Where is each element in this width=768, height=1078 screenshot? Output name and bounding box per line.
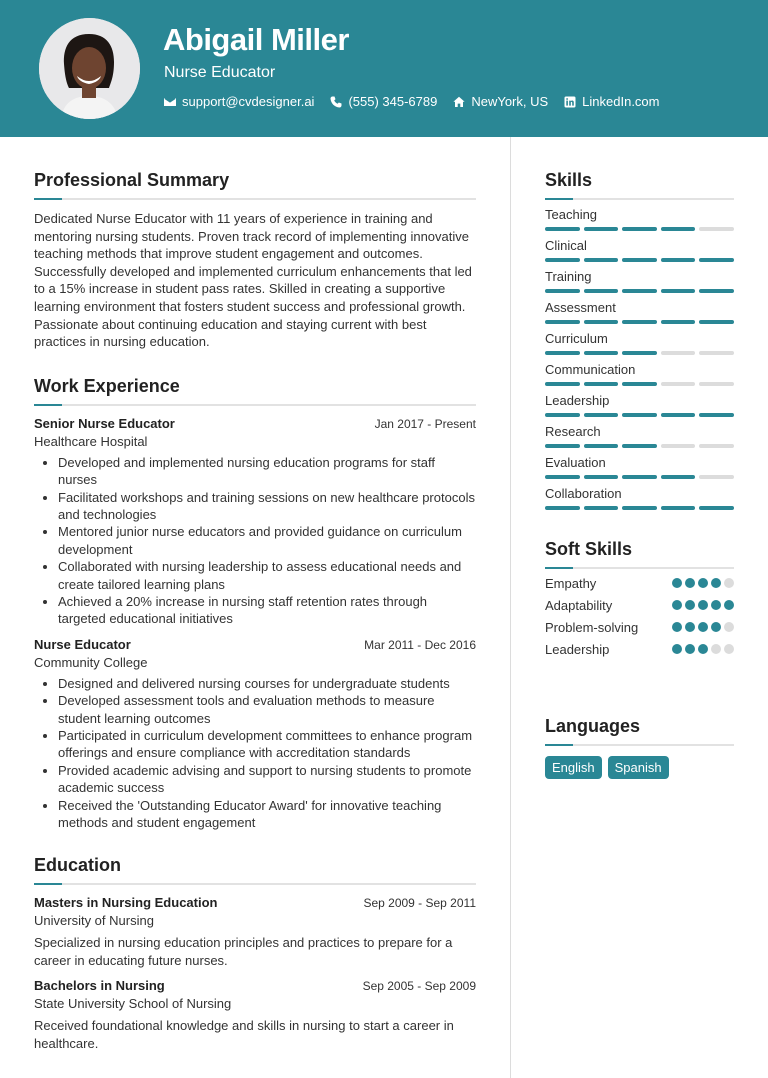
skill-level-segment [622, 320, 657, 324]
section-rule [34, 198, 476, 200]
section-rule [545, 198, 734, 200]
skill-level-segment [584, 382, 619, 386]
languages-section [545, 716, 734, 779]
phone-icon [330, 96, 342, 108]
skill-level-segment [584, 227, 619, 231]
contact-email-text: support@cvdesigner.ai [182, 94, 315, 109]
skill-level-segment [545, 444, 580, 448]
skill-level-segment [584, 475, 619, 479]
skill-level-segment [584, 289, 619, 293]
skill-level-segment [699, 382, 734, 386]
job-organization: Healthcare Hospital [34, 433, 148, 449]
section-rule [34, 404, 476, 406]
rating-dot [724, 622, 734, 632]
skill-level-segment [545, 227, 580, 231]
skills-section [545, 170, 734, 510]
education-entry [34, 978, 476, 1052]
skill-item [545, 362, 734, 386]
soft-skill-rating [672, 578, 734, 588]
languages-list [545, 756, 734, 779]
skill-level-segment [584, 413, 619, 417]
skill-name: Curriculum [545, 331, 608, 346]
skills-heading: Skills [545, 170, 593, 190]
skill-level-bar [545, 444, 734, 448]
skill-level-segment [699, 289, 734, 293]
skill-level-segment [622, 227, 657, 231]
skill-level-segment [622, 289, 657, 293]
list-item: • Mentored junior nurse educators and provided guidance on curriculum development [58, 523, 476, 558]
skill-name: Clinical [545, 238, 587, 253]
skill-level-segment [545, 258, 580, 262]
list-item: • Participated in curriculum development committees to enhance program offerings and ensure compliance with accreditation standards [58, 727, 476, 762]
skill-level-segment [661, 382, 696, 386]
rating-dot [672, 644, 682, 654]
education-description: Received foundational knowledge and skills in nursing to start a career in healthcare. [34, 1018, 454, 1051]
skill-level-segment [584, 444, 619, 448]
list-item: • Developed assessment tools and evaluation methods to measure student learning outcomes [58, 692, 476, 727]
school-name: University of Nursing [34, 913, 154, 929]
skill-name: Research [545, 424, 601, 439]
skill-level-segment [584, 506, 619, 510]
soft-skill-rating [672, 622, 734, 632]
soft-skill-item [545, 641, 734, 657]
contact-linkedin-text: LinkedIn.com [582, 94, 660, 109]
skill-level-bar [545, 320, 734, 324]
skill-level-segment [699, 444, 734, 448]
section-rule [545, 744, 734, 746]
skill-level-bar [545, 227, 734, 231]
linkedin-icon [564, 96, 576, 108]
skill-name: Evaluation [545, 455, 606, 470]
skill-level-segment [661, 320, 696, 324]
skill-level-segment [545, 413, 580, 417]
job-bullets [34, 675, 476, 832]
skill-level-segment [584, 320, 619, 324]
experience-heading: Work Experience [34, 375, 180, 396]
section-rule [545, 567, 734, 569]
column-divider [510, 137, 511, 1078]
skill-level-segment [622, 351, 657, 355]
candidate-name: Abigail Miller [163, 22, 349, 57]
soft-skill-name: Problem-solving [545, 619, 639, 635]
skill-level-segment [584, 258, 619, 262]
skill-level-bar [545, 382, 734, 386]
skill-level-segment [545, 289, 580, 293]
rating-dot [698, 600, 708, 610]
contact-list [164, 94, 676, 109]
list-item: • Received the 'Outstanding Educator Award' for innovative teaching methods and student engagement [58, 797, 476, 832]
skill-level-segment [661, 227, 696, 231]
sidebar-column [545, 170, 734, 779]
skill-level-segment [545, 320, 580, 324]
job-organization: Community College [34, 654, 148, 670]
job-bullets [34, 454, 476, 628]
skill-level-segment [545, 506, 580, 510]
skill-level-segment [699, 506, 734, 510]
skill-level-segment [545, 351, 580, 355]
rating-dot [698, 644, 708, 654]
rating-dot [724, 600, 734, 610]
summary-text: Dedicated Nurse Educator with 11 years of experience in training and mentoring nursing students. Proven track record of implementing innovative teaching methods that improve student engagement and outcomes. Successfully developed and implemented curriculum enhancements that led to a 15% increase in student pass rates. Skilled in creating a supportive learning environment that fosters student success and professional growth. Passionate about continuing education and staying current with best practices in nursing education. [34, 211, 472, 350]
skill-item [545, 207, 734, 231]
rating-dot [672, 622, 682, 632]
soft-skill-name: Leadership [545, 641, 610, 657]
contact-location-text: NewYork, US [471, 94, 549, 109]
section-rule [34, 883, 476, 885]
soft-skill-name: Empathy [545, 575, 597, 591]
skill-level-segment [699, 475, 734, 479]
skill-item [545, 455, 734, 479]
list-item: • Collaborated with nursing leadership to assess educational needs and create tailored learning plans [58, 558, 476, 593]
contact-phone-text: (555) 345-6789 [348, 94, 438, 109]
skill-name: Assessment [545, 300, 616, 315]
skill-level-segment [545, 475, 580, 479]
skill-level-segment [622, 258, 657, 262]
rating-dot [698, 578, 708, 588]
rating-dot [711, 622, 721, 632]
contact-location[interactable] [453, 94, 548, 109]
soft-skill-name: Adaptability [545, 597, 613, 613]
skill-level-segment [661, 506, 696, 510]
rating-dot [685, 622, 695, 632]
contact-email[interactable] [164, 94, 314, 109]
list-item: • Designed and delivered nursing courses for undergraduate students [58, 675, 476, 692]
degree-title: Bachelors in Nursing [34, 978, 165, 994]
skill-name: Leadership [545, 393, 610, 408]
rating-dot [685, 578, 695, 588]
rating-dot [685, 644, 695, 654]
skill-level-segment [661, 351, 696, 355]
soft-skill-item [545, 597, 734, 613]
skill-item [545, 300, 734, 324]
education-date: Sep 2009 - Sep 2011 [363, 896, 476, 911]
school-name: State University School of Nursing [34, 996, 232, 1012]
soft-skill-rating [672, 600, 734, 610]
skill-level-bar [545, 289, 734, 293]
rating-dot [698, 622, 708, 632]
skill-level-segment [699, 351, 734, 355]
contact-linkedin[interactable] [564, 94, 659, 109]
skill-level-segment [661, 444, 696, 448]
skill-level-segment [584, 351, 619, 355]
skill-level-bar [545, 258, 734, 262]
soft-skills-section [545, 539, 734, 657]
rating-dot [711, 578, 721, 588]
job-entry [34, 637, 476, 832]
skill-level-segment [699, 258, 734, 262]
job-title: Nurse Educator [34, 636, 131, 652]
skill-level-segment [699, 227, 734, 231]
job-date: Mar 2011 - Dec 2016 [364, 637, 476, 652]
skill-level-segment [622, 444, 657, 448]
skill-level-bar [545, 475, 734, 479]
list-item: • Facilitated workshops and training sessions on new healthcare protocols and technologies [58, 489, 476, 524]
education-description: Specialized in nursing education principles and practices to prepare for a career in educating future nurses. [34, 935, 453, 968]
language-badge: Spanish [608, 756, 669, 779]
rating-dot [685, 600, 695, 610]
skill-level-segment [661, 413, 696, 417]
skill-item [545, 393, 734, 417]
language-badge: English [545, 756, 602, 779]
education-entry [34, 895, 476, 969]
education-date: Sep 2005 - Sep 2009 [362, 979, 476, 994]
job-date: Jan 2017 - Present [374, 416, 476, 431]
list-item: • Provided academic advising and support to nursing students to promote academic success [58, 762, 476, 797]
summary-section [34, 170, 476, 351]
summary-heading: Professional Summary [34, 170, 230, 190]
skill-item [545, 238, 734, 262]
experience-section [34, 376, 476, 832]
envelope-icon [164, 96, 176, 108]
list-item: • Achieved a 20% increase in nursing staff retention rates through targeted educational initiatives [58, 593, 476, 628]
skill-name: Teaching [545, 207, 598, 222]
skill-level-segment [699, 413, 734, 417]
skill-level-bar [545, 506, 734, 510]
degree-title: Masters in Nursing Education [34, 895, 218, 911]
skill-name: Training [545, 269, 592, 284]
rating-dot [672, 578, 682, 588]
skill-level-segment [661, 289, 696, 293]
skill-item [545, 331, 734, 355]
skill-level-bar [545, 351, 734, 355]
job-entry [34, 416, 476, 628]
skill-level-segment [545, 382, 580, 386]
avatar [39, 18, 140, 119]
skill-level-segment [622, 475, 657, 479]
rating-dot [711, 600, 721, 610]
candidate-role: Nurse Educator [164, 64, 276, 81]
soft-skill-item [545, 619, 734, 635]
list-item: • Developed and implemented nursing education programs for staff nurses [58, 454, 476, 489]
skill-item [545, 424, 734, 448]
rating-dot [724, 644, 734, 654]
education-heading: Education [34, 855, 122, 876]
main-column [34, 170, 476, 1052]
skill-name: Communication [545, 362, 636, 377]
soft-skills-heading: Soft Skills [545, 539, 633, 559]
soft-skills-list [545, 575, 734, 657]
soft-skill-rating [672, 644, 734, 654]
skill-level-segment [622, 382, 657, 386]
rating-dot [672, 600, 682, 610]
skill-level-bar [545, 413, 734, 417]
skills-list [545, 207, 734, 510]
skill-item [545, 486, 734, 510]
skill-level-segment [699, 320, 734, 324]
rating-dot [724, 578, 734, 588]
skill-level-segment [661, 258, 696, 262]
languages-heading: Languages [545, 716, 641, 736]
home-icon [453, 96, 465, 108]
resume-header [0, 0, 768, 137]
skill-item [545, 269, 734, 293]
skill-level-segment [622, 506, 657, 510]
education-section [34, 855, 476, 1052]
rating-dot [711, 644, 721, 654]
skill-level-segment [661, 475, 696, 479]
job-title: Senior Nurse Educator [34, 415, 175, 431]
contact-phone[interactable] [330, 94, 437, 109]
skill-level-segment [622, 413, 657, 417]
skill-name: Collaboration [545, 486, 622, 501]
soft-skill-item [545, 575, 734, 591]
